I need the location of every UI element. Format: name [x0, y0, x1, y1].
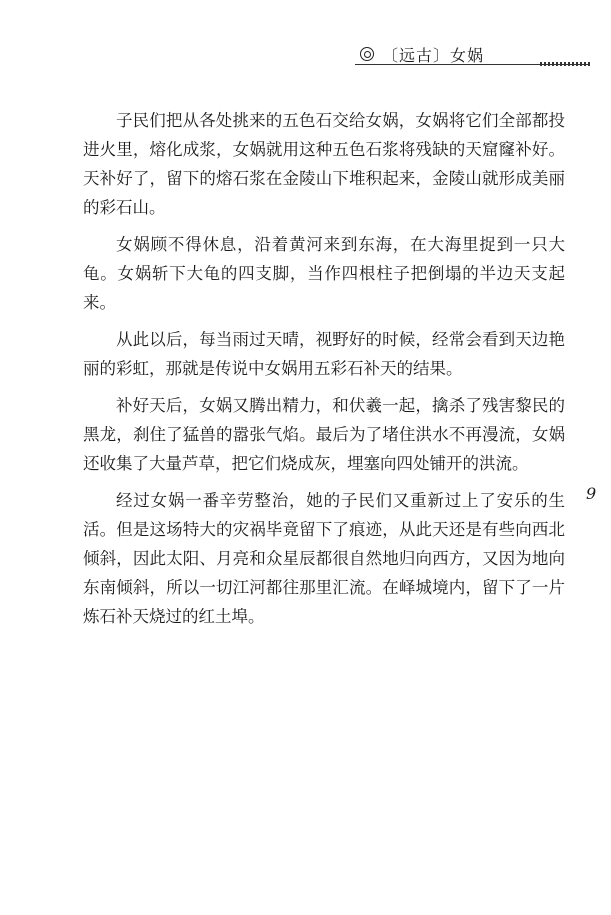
circle-ornament-icon	[360, 47, 374, 61]
paragraph: 经过女娲一番辛劳整治，她的子民们又重新过上了安乐的生活。但是这场特大的灾祸毕竟留下了痕迹，从此天还是有些向西北倾斜，因此太阳、月亮和众星辰都很自然地归向西方，又因为地向东南倾斜，所以一切江河都往那里汇流。在峄城境内，留下了一片炼石补天烧过的红土埠。	[83, 491, 565, 626]
header-rule-ornament	[540, 62, 590, 66]
body-text	[83, 106, 565, 639]
paragraph: 女娲顾不得休息，沿着黄河来到东海，在大海里捉到一只大龟。女娲斩下大龟的四支脚，当作四根柱子把倒塌的半边天支起来。	[83, 235, 565, 312]
page-number: 9	[586, 484, 597, 503]
running-title: 〔远古〕女娲	[382, 45, 485, 65]
paragraph: 补好天后，女娲又腾出精力，和伏羲一起，擒杀了残害黎民的黑龙，刹住了猛兽的嚣张气焰。最后为了堵住洪水不再漫流，女娲还收集了大量芦草，把它们烧成灰，埋塞向四处铺开的洪流。	[83, 396, 565, 473]
paragraph: 子民们把从各处挑来的五色石交给女娲，女娲将它们全部都投进火里，熔化成浆，女娲就用这种五色石浆将残缺的天窟窿补好。天补好了，留下的熔石浆在金陵山下堆积起来，金陵山就形成美丽的彩石山。	[83, 111, 565, 217]
paragraph: 从此以后，每当雨过天晴，视野好的时候，经常会看到天边艳丽的彩虹，那就是传说中女娲用五彩石补天的结果。	[83, 330, 565, 378]
